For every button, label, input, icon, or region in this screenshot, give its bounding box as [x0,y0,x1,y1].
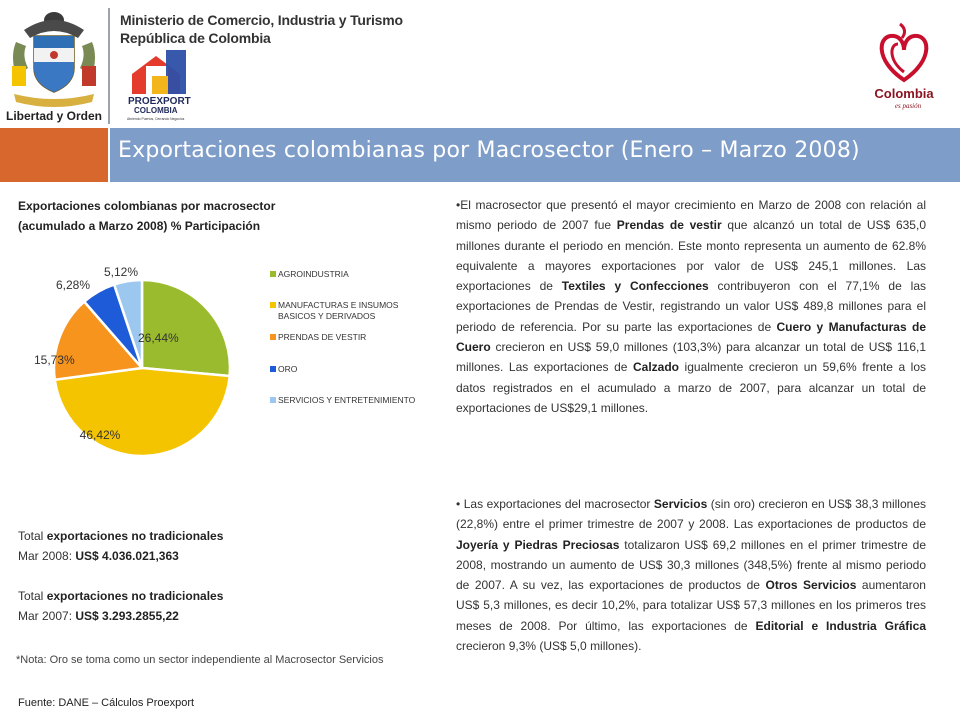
legend-swatch-agroindustria [270,271,276,277]
p1-bold-2: Textiles y Confecciones [561,279,709,294]
total-2007-line-2 [18,606,223,626]
pie-label-oro: 6,28% [56,278,91,292]
proexport-name: PROEXPORT [128,96,191,107]
p1-bold-1: Prendas de vestir [616,218,722,233]
total-2008-year: Mar 2008: [18,549,76,563]
note-text: *Nota: Oro se toma como un sector independiente al Macrosector Servicios [16,654,384,666]
p2-bold-2: Joyería y Piedras Preciosas [456,537,620,552]
header-divider [108,8,110,124]
p2-text-2: (sin oro) crecieron en US$ 38,3 millones (22,8%) entre el primer trimestre de 2007 y 2008. Las exportaciones de productos de [456,497,926,532]
brand-name: Colombia [874,86,934,101]
total-2008-prefix: Total [18,529,47,543]
p2-text-4: aumentaron US$ 5,3 millones, es decir 10,2%, para totalizar US$ 57,3 millones en los primeros tres meses de 2008. Por último, las exportaciones de [456,578,926,633]
legend-label-oro: ORO [278,364,298,374]
p2-bold-4: Editorial e Industria Gráfica [755,618,926,633]
p1-text-2: que alcanzó un total de US$ 635,0 millones durante el periodo en mención. Este monto representa un aumento de 62.8% equivalente a mayores exportaciones por valor de US$ 245,1 millones. Las exportaciones de [456,218,926,294]
legend-swatch-manufacturas-e-insumos-basicos-y-derivados [270,302,276,308]
legend-swatch-prendas-de-vestir [270,334,276,340]
chart-title-line-1: Exportaciones colombianas por macrosector [18,199,276,213]
total-2008-line-2 [18,546,223,566]
total-2007-value: US$ 3.293.2855,22 [75,609,179,623]
total-2007-prefix: Total [18,589,47,603]
p1-text-5: igualmente crecieron un 59,6% frente a los datos registrados en el acumulado a marzo de 2007, para alcanzar un total de exportaciones de US$29,1 millones. [456,360,927,415]
p2-text-1: • Las exportaciones del macrosector [456,497,654,511]
proexport-sub: COLOMBIA [134,106,178,115]
ministry-name [120,11,403,47]
p1-bold-3: Cuero y Manufacturas de Cuero [456,319,926,355]
ministry-line-2: República de Colombia [120,30,271,46]
chart-title-line-2: (acumulado a Marzo 2008) % Participación [18,219,261,233]
brand-tagline: es pasión [894,102,922,110]
total-2007-line-1 [18,586,223,606]
p1-text-3: contribuyeron con el 77,1% de las exportaciones de Prendas de Vestir, registrando un valor US$ 489,8 millones para el periodo de referencia. Por su parte las exportaciones de [456,279,926,334]
legend-swatch-servicios-y-entretenimiento [270,397,276,403]
paragraph-servicios [456,494,926,656]
p1-bold-4: Calzado [632,360,679,375]
pie-label-servicios-y-entretenimiento: 5,12% [104,265,139,279]
legend-label-manufacturas-e-insumos-basicos-y-derivados-line-2: BASICOS Y DERIVADOS [278,311,376,321]
total-2007-year: Mar 2007: [18,609,76,623]
pie-label-prendas-de-vestir: 15,73% [34,353,75,367]
total-2007-label: exportaciones no tradicionales [46,589,224,603]
total-2008-label: exportaciones no tradicionales [46,529,224,543]
totals-block [18,526,223,626]
pie-slice-agroindustria [142,280,230,376]
p2-text-5: crecieron 9,3% (US$ 5,0 millones). [456,639,642,654]
p1-text-1: •El macrosector que presentó el mayor crecimiento en Marzo de 2008 con relación al mismo periodo de 2007 fue [456,198,926,233]
pie-label-manufacturas-e-insumos-basicos-y-derivados: 46,42% [79,428,121,442]
p2-bold-3: Otros Servicios [765,578,857,593]
macrosector-pie-chart [20,252,440,467]
p1-text-4: crecieron en US$ 59,0 millones (103,3%) para alcanzar un total de US$ 116,1 millones. Las exportaciones de [456,340,926,375]
proexport-logo [126,48,198,126]
pie-slice-manufacturas-e-insumos-basicos-y-derivados [55,368,230,456]
legend-label-manufacturas-e-insumos-basicos-y-derivados: MANUFACTURAS E INSUMOS [278,300,399,310]
colombia-coat-of-arms-icon [6,6,102,124]
chart-title [18,196,275,236]
ministry-line-1: Ministerio de Comercio, Industria y Turismo [120,12,403,28]
proexport-tagline: Abriendo Puertos, Cerrando Negocios [127,117,185,121]
total-2008-line-1 [18,526,223,546]
totals-spacer [18,566,223,586]
legend-label-prendas-de-vestir: PRENDAS DE VESTIR [278,332,367,342]
paragraph-prendas [456,195,926,418]
page-title: Exportaciones colombianas por Macrosector (Enero – Marzo 2008) [118,138,860,163]
crest-motto: Libertad y Orden [6,109,102,123]
title-accent-block [0,128,108,182]
pie-label-agroindustria: 26,44% [138,331,179,345]
total-2008-value: US$ 4.036.021,363 [75,549,179,563]
p2-bold-1: Servicios [653,497,708,511]
legend-label-agroindustria: AGROINDUSTRIA [278,269,349,279]
legend-swatch-oro [270,366,276,372]
p2-text-3: totalizaron US$ 69,2 millones en el primer trimestre de 2008, mostrando un aumento de US$ 30,3 millones (348,5%) frente al mismo periodo de 2007. A su vez, las exportaciones de productos de [456,537,926,593]
legend-label-servicios-y-entretenimiento: SERVICIOS Y ENTRETENIMIENTO [278,395,416,405]
colombia-es-pasion-logo [864,20,944,116]
source-text: Fuente: DANE – Cálculos Proexport [18,697,195,709]
